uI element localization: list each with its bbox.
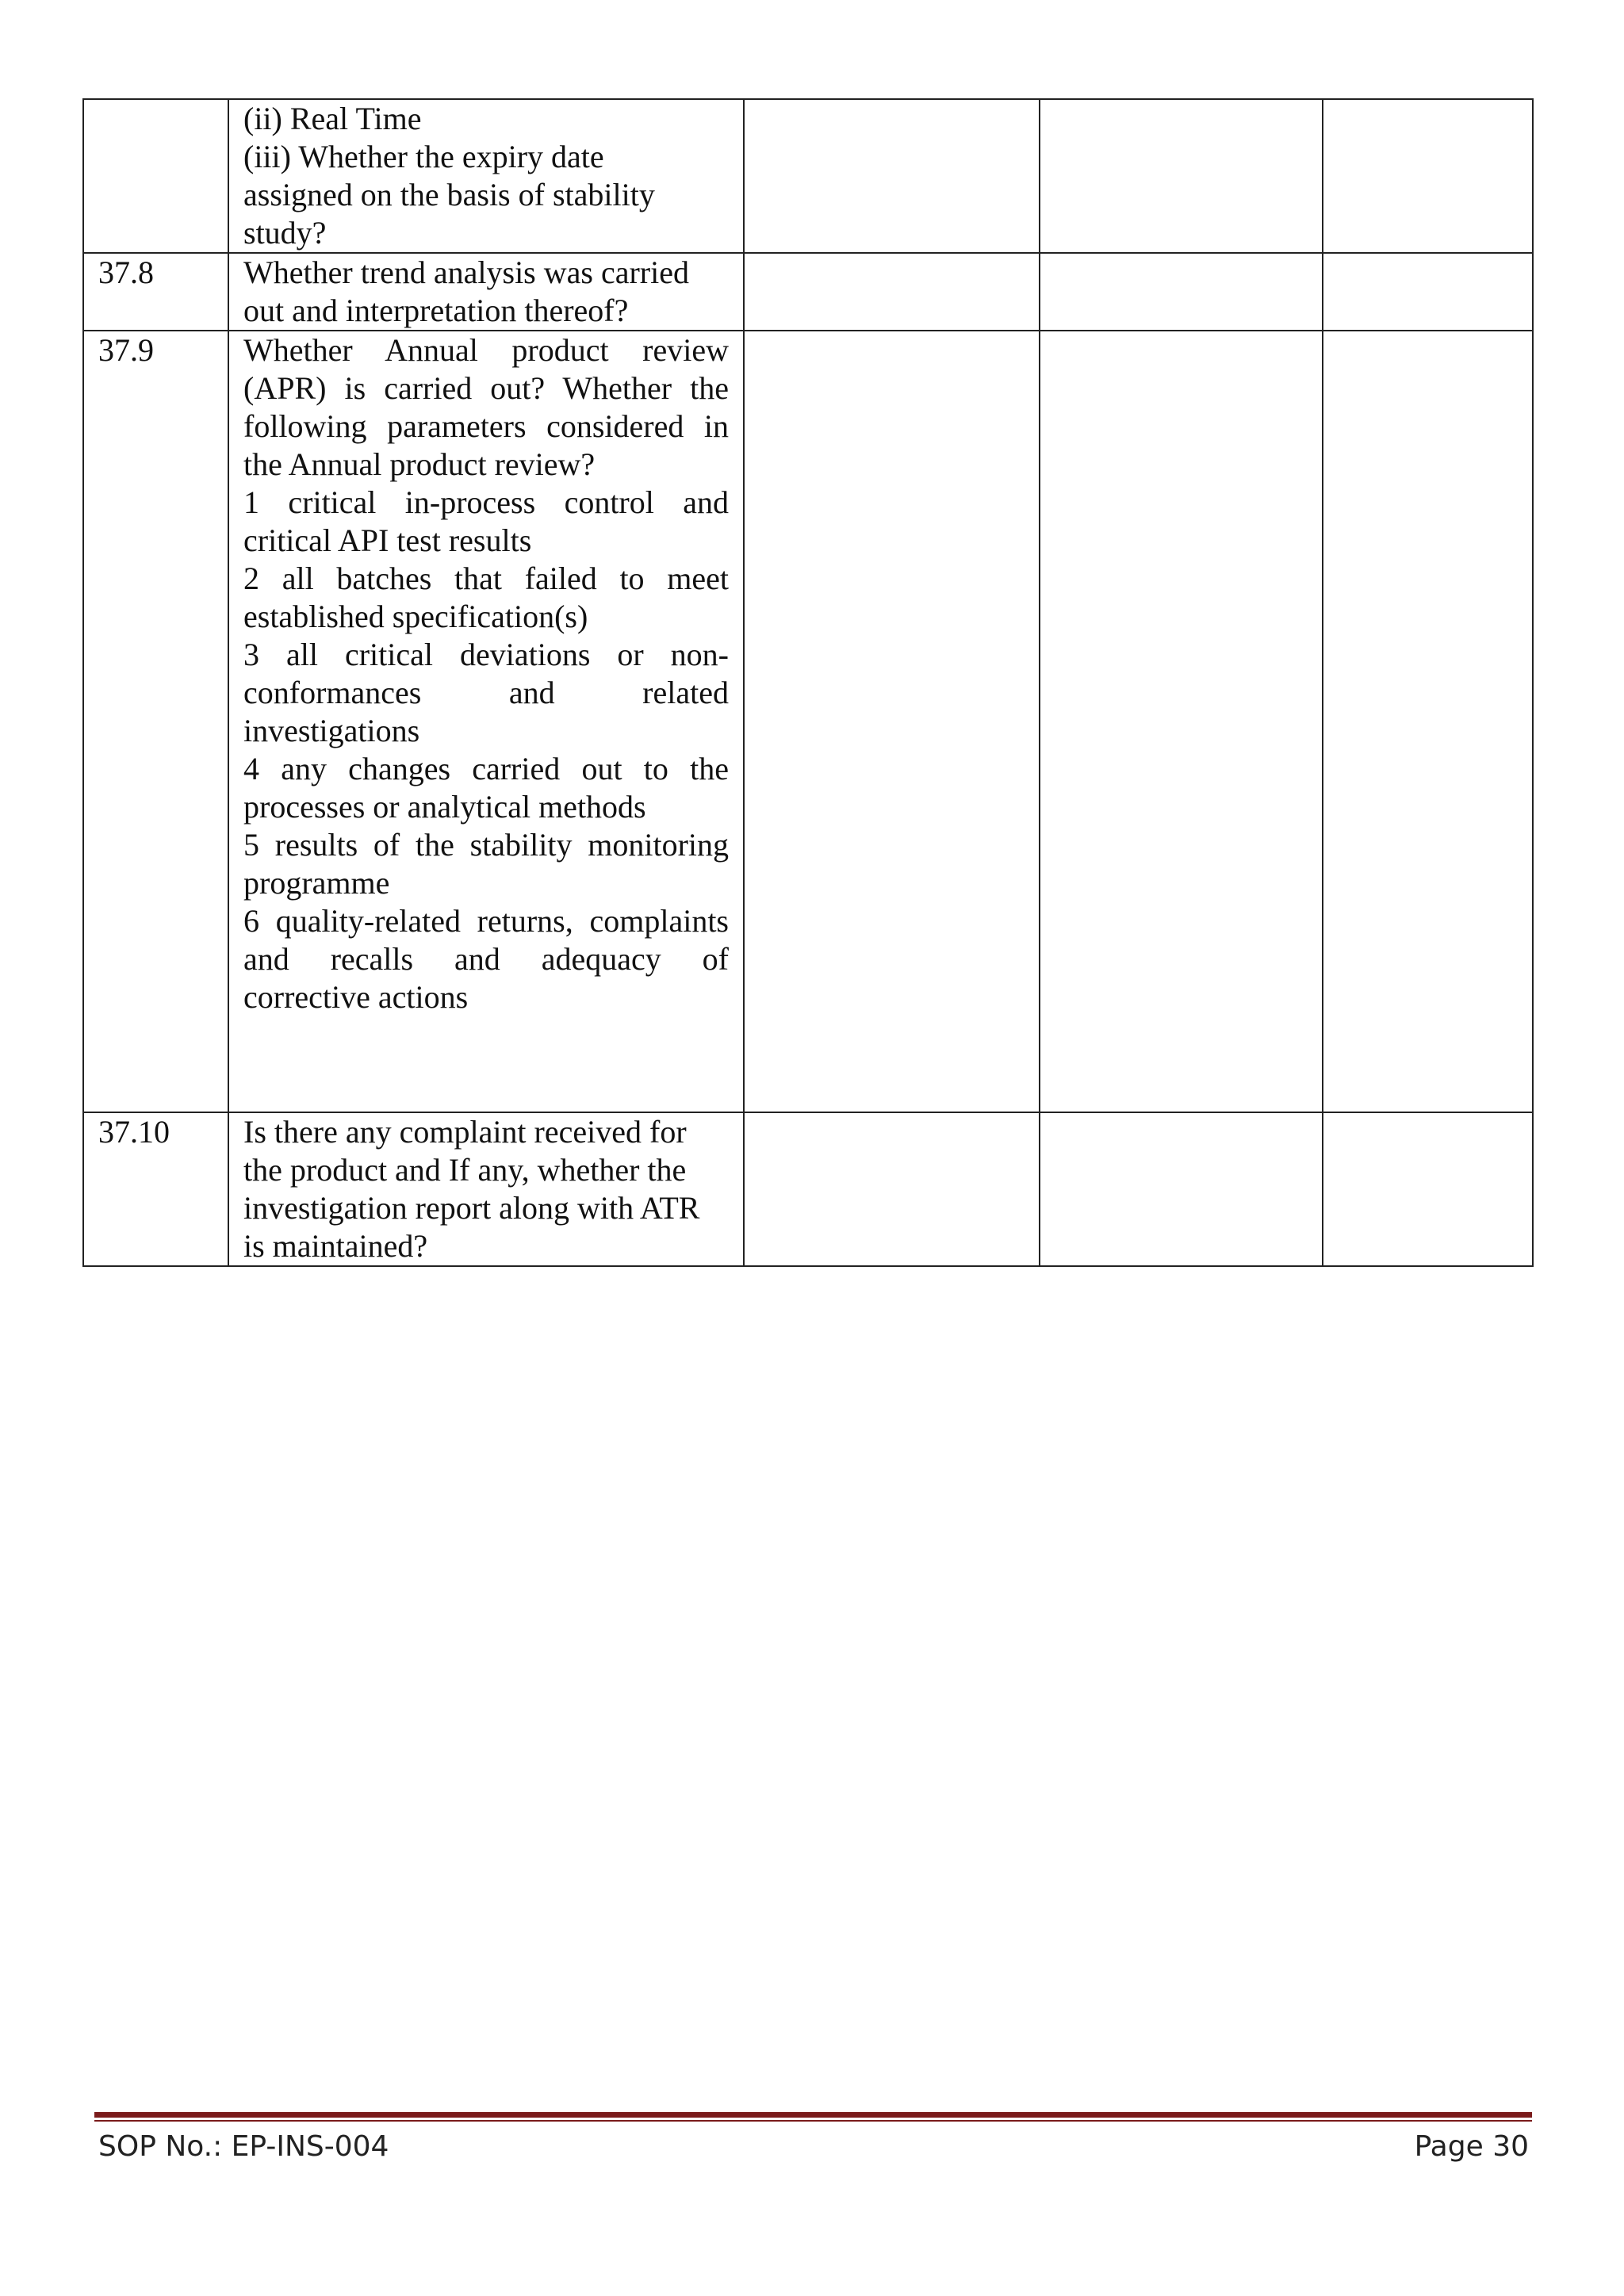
checklist-table [82,98,1534,1267]
parameter-item: 3 all critical deviations or non-conformances and related investigations [243,637,729,748]
item-number-cell: 37.8 [83,253,228,331]
table-row [83,99,1533,253]
table-row [83,253,1533,331]
question-line: assigned on the basis of stability [243,177,655,212]
parameter-item: 4 any changes carried out to the processes or analytical methods [243,751,729,825]
sop-number: SOP No.: EP-INS-004 [98,2130,389,2163]
blank-cell [1040,1112,1323,1266]
parameter-item: 5 results of the stability monitoring programme [243,827,729,901]
table-row [83,331,1533,1112]
question-line: out and interpretation thereof? [243,293,629,328]
blank-cell [744,253,1040,331]
question-paragraph: Whether Annual product review (APR) is carried out? Whether the following parameters considered in the Annual product review? [243,332,729,482]
blank-cell [744,331,1040,1112]
question-cell [228,99,744,253]
item-number-cell: 37.10 [83,1112,228,1266]
question-line: (ii) Real Time [243,101,422,136]
question-line: Whether trend analysis was carried [243,254,689,290]
question-line: investigation report along with ATR [243,1190,700,1226]
parameter-item: 2 all batches that failed to meet established specification(s) [243,561,729,634]
question-cell [228,253,744,331]
parameter-item: 6 quality-related returns, complaints and recalls and adequacy of corrective actions [243,903,729,1015]
question-line: is maintained? [243,1228,428,1264]
blank-cell [1323,1112,1533,1266]
question-cell [228,331,744,1112]
blank-cell [744,1112,1040,1266]
page-number: Page 30 [1414,2130,1529,2163]
blank-cell [1323,331,1533,1112]
blank-cell [1323,99,1533,253]
question-line: the product and If any, whether the [243,1152,687,1188]
footer-divider-thin [94,2120,1532,2122]
question-line: study? [243,215,327,251]
blank-cell [1040,253,1323,331]
blank-cell [1040,331,1323,1112]
question-line: (iii) Whether the expiry date [243,139,604,174]
item-number-cell: 37.9 [83,331,228,1112]
blank-cell [1040,99,1323,253]
footer-divider-thick [94,2112,1532,2118]
question-line: Is there any complaint received for [243,1114,687,1150]
blank-cell [1323,253,1533,331]
table-row [83,1112,1533,1266]
item-number-cell [83,99,228,253]
blank-cell [744,99,1040,253]
question-cell [228,1112,744,1266]
parameter-item: 1 critical in-process control and critical API test results [243,484,729,558]
